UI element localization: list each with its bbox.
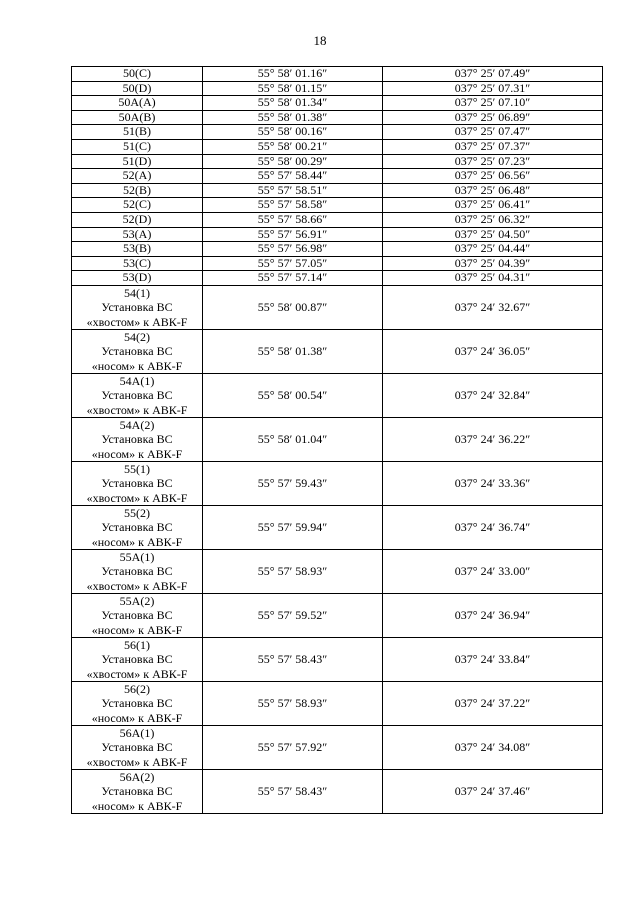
table-row [72, 169, 603, 184]
table-row [72, 681, 603, 725]
latitude-cell: 55° 58′ 00.87″ [203, 285, 383, 329]
stand-id-cell [72, 769, 203, 813]
longitude-cell: 037° 25′ 07.37″ [383, 139, 603, 154]
page-number: 18 [313, 33, 327, 48]
stand-id-line: 53(A) [122, 227, 152, 241]
latitude-cell: 55° 58′ 01.15″ [203, 81, 383, 96]
stand-id-line: Установка ВС [101, 344, 173, 359]
table-row [72, 549, 603, 593]
stand-id-line: 53(C) [123, 256, 151, 270]
latitude-cell: 55° 57′ 57.92″ [203, 725, 383, 769]
stand-id-cell [72, 461, 203, 505]
table-row [72, 227, 603, 242]
longitude-cell: 037° 24′ 36.74″ [383, 505, 603, 549]
stand-id-line: 55A(2) [119, 593, 155, 608]
longitude-cell: 037° 24′ 37.46″ [383, 769, 603, 813]
stand-id-cell [72, 212, 203, 227]
stand-id-cell [72, 198, 203, 213]
stand-id-line: «носом» к АВК-F [91, 446, 183, 461]
stand-id-line: 55A(1) [119, 549, 155, 564]
latitude-cell: 55° 58′ 01.34″ [203, 96, 383, 111]
stand-id-line: 56(1) [124, 637, 150, 652]
table-row [72, 96, 603, 111]
stand-id-line: 50(D) [122, 81, 152, 95]
stand-id-line: 56A(2) [119, 769, 155, 784]
stand-id-line: 52(A) [122, 168, 152, 183]
stand-id-line: 53(D) [122, 270, 152, 285]
longitude-cell: 037° 25′ 06.32″ [383, 212, 603, 227]
stand-id-line: 53(B) [123, 241, 151, 256]
stand-id-line: «носом» к АВК-F [91, 710, 183, 725]
stand-id-line: 52(C) [123, 197, 151, 212]
latitude-cell: 55° 57′ 58.43″ [203, 769, 383, 813]
table-row [72, 271, 603, 286]
longitude-cell: 037° 24′ 33.84″ [383, 637, 603, 681]
stand-id-line: «хвостом» к АВК-F [86, 490, 188, 505]
stand-id-line: «хвостом» к АВК-F [86, 754, 188, 769]
stand-id-line: Установка ВС [101, 432, 173, 447]
stand-id-line: 56A(1) [119, 725, 155, 740]
stand-id-line: 50A(A) [118, 95, 156, 110]
stand-id-line: Установка ВС [101, 784, 173, 799]
longitude-cell: 037° 25′ 04.50″ [383, 227, 603, 242]
latitude-cell: 55° 57′ 59.43″ [203, 461, 383, 505]
stand-id-cell [72, 169, 203, 184]
stand-id-line: «носом» к АВК-F [91, 534, 183, 549]
stand-id-cell [72, 125, 203, 140]
stand-id-cell [72, 67, 203, 82]
table-row [72, 285, 603, 329]
latitude-cell: 55° 57′ 58.51″ [203, 183, 383, 198]
stand-id-line: 51(B) [123, 124, 151, 139]
longitude-cell: 037° 25′ 04.44″ [383, 242, 603, 257]
table-row [72, 769, 603, 813]
stand-id-line: «носом» к АВК-F [91, 798, 183, 813]
stand-id-cell [72, 373, 203, 417]
longitude-cell: 037° 24′ 33.36″ [383, 461, 603, 505]
longitude-cell: 037° 24′ 37.22″ [383, 681, 603, 725]
longitude-cell: 037° 25′ 06.56″ [383, 169, 603, 184]
table-row [72, 212, 603, 227]
latitude-cell: 55° 57′ 58.93″ [203, 549, 383, 593]
stand-id-cell [72, 256, 203, 271]
coordinates-table-body [72, 67, 603, 814]
latitude-cell: 55° 57′ 58.58″ [203, 198, 383, 213]
stand-id-cell [72, 139, 203, 154]
stand-id-line: «хвостом» к АВК-F [86, 666, 188, 681]
stand-id-cell [72, 154, 203, 169]
stand-id-line: 52(D) [122, 212, 152, 226]
longitude-cell: 037° 25′ 06.41″ [383, 198, 603, 213]
latitude-cell: 55° 57′ 59.94″ [203, 505, 383, 549]
latitude-cell: 55° 58′ 01.38″ [203, 110, 383, 125]
latitude-cell: 55° 58′ 01.04″ [203, 417, 383, 461]
latitude-cell: 55° 57′ 58.93″ [203, 681, 383, 725]
table-row [72, 256, 603, 271]
longitude-cell: 037° 24′ 34.08″ [383, 725, 603, 769]
longitude-cell: 037° 25′ 04.31″ [383, 271, 603, 286]
table-row [72, 461, 603, 505]
latitude-cell: 55° 57′ 57.05″ [203, 256, 383, 271]
stand-id-line: Установка ВС [101, 476, 173, 491]
table-row [72, 139, 603, 154]
stand-id-line: 51(D) [122, 154, 152, 168]
stand-id-line: Установка ВС [101, 652, 173, 667]
table-row [72, 505, 603, 549]
stand-id-line: 56(2) [124, 681, 150, 696]
stand-id-cell [72, 417, 203, 461]
longitude-cell: 037° 24′ 36.94″ [383, 593, 603, 637]
stand-id-cell [72, 81, 203, 96]
stand-id-line: 51(C) [123, 139, 151, 153]
stand-id-line: Установка ВС [101, 520, 173, 535]
table-row [72, 67, 603, 82]
latitude-cell: 55° 57′ 56.98″ [203, 242, 383, 257]
coordinates-table [71, 66, 603, 814]
table-row [72, 637, 603, 681]
stand-id-line: Установка ВС [101, 564, 173, 579]
longitude-cell: 037° 25′ 06.48″ [383, 183, 603, 198]
longitude-cell: 037° 25′ 04.39″ [383, 256, 603, 271]
stand-id-line: 54(2) [124, 329, 150, 344]
table-row [72, 329, 603, 373]
longitude-cell: 037° 24′ 36.22″ [383, 417, 603, 461]
latitude-cell: 55° 57′ 58.66″ [203, 212, 383, 227]
stand-id-line: Установка ВС [101, 608, 173, 623]
stand-id-line: Установка ВС [101, 740, 173, 755]
stand-id-cell [72, 227, 203, 242]
latitude-cell: 55° 57′ 58.44″ [203, 169, 383, 184]
stand-id-line: 50A(B) [118, 110, 156, 124]
latitude-cell: 55° 58′ 00.29″ [203, 154, 383, 169]
table-row [72, 593, 603, 637]
longitude-cell: 037° 25′ 07.47″ [383, 125, 603, 140]
longitude-cell: 037° 25′ 07.31″ [383, 81, 603, 96]
stand-id-line: «носом» к АВК-F [91, 358, 183, 373]
table-row [72, 183, 603, 198]
table-row [72, 725, 603, 769]
stand-id-cell [72, 593, 203, 637]
stand-id-line: 54A(1) [119, 373, 155, 388]
longitude-cell: 037° 25′ 07.49″ [383, 67, 603, 82]
table-row [72, 154, 603, 169]
table-row [72, 110, 603, 125]
stand-id-cell [72, 271, 203, 286]
table-row [72, 81, 603, 96]
latitude-cell: 55° 57′ 58.43″ [203, 637, 383, 681]
table-row [72, 417, 603, 461]
longitude-cell: 037° 24′ 32.67″ [383, 285, 603, 329]
latitude-cell: 55° 58′ 00.54″ [203, 373, 383, 417]
stand-id-cell [72, 96, 203, 111]
stand-id-cell [72, 183, 203, 198]
longitude-cell: 037° 25′ 06.89″ [383, 110, 603, 125]
stand-id-cell [72, 725, 203, 769]
stand-id-cell [72, 549, 203, 593]
table-row [72, 125, 603, 140]
stand-id-line: 52(B) [123, 183, 151, 197]
table-row [72, 242, 603, 257]
latitude-cell: 55° 58′ 01.16″ [203, 67, 383, 82]
longitude-cell: 037° 24′ 32.84″ [383, 373, 603, 417]
stand-id-line: «носом» к АВК-F [91, 622, 183, 637]
longitude-cell: 037° 24′ 36.05″ [383, 329, 603, 373]
latitude-cell: 55° 57′ 59.52″ [203, 593, 383, 637]
stand-id-cell [72, 637, 203, 681]
stand-id-line: 54(1) [124, 285, 150, 300]
stand-id-line: 50(C) [123, 66, 151, 80]
latitude-cell: 55° 58′ 01.38″ [203, 329, 383, 373]
table-row [72, 198, 603, 213]
stand-id-cell [72, 681, 203, 725]
stand-id-line: «хвостом» к АВК-F [86, 578, 188, 593]
longitude-cell: 037° 25′ 07.10″ [383, 96, 603, 111]
stand-id-cell [72, 110, 203, 125]
stand-id-cell [72, 285, 203, 329]
stand-id-line: 54A(2) [119, 417, 155, 432]
stand-id-cell [72, 329, 203, 373]
stand-id-line: Установка ВС [101, 388, 173, 403]
stand-id-cell [72, 242, 203, 257]
stand-id-line: «хвостом» к АВК-F [86, 314, 188, 329]
stand-id-line: Установка ВС [101, 696, 173, 711]
stand-id-cell [72, 505, 203, 549]
latitude-cell: 55° 57′ 56.91″ [203, 227, 383, 242]
table-row [72, 373, 603, 417]
latitude-cell: 55° 58′ 00.21″ [203, 139, 383, 154]
longitude-cell: 037° 25′ 07.23″ [383, 154, 603, 169]
latitude-cell: 55° 58′ 00.16″ [203, 125, 383, 140]
longitude-cell: 037° 24′ 33.00″ [383, 549, 603, 593]
stand-id-line: 55(1) [124, 461, 150, 476]
stand-id-line: «хвостом» к АВК-F [86, 402, 188, 417]
stand-id-line: Установка ВС [101, 300, 173, 315]
stand-id-line: 55(2) [124, 505, 150, 520]
latitude-cell: 55° 57′ 57.14″ [203, 271, 383, 286]
